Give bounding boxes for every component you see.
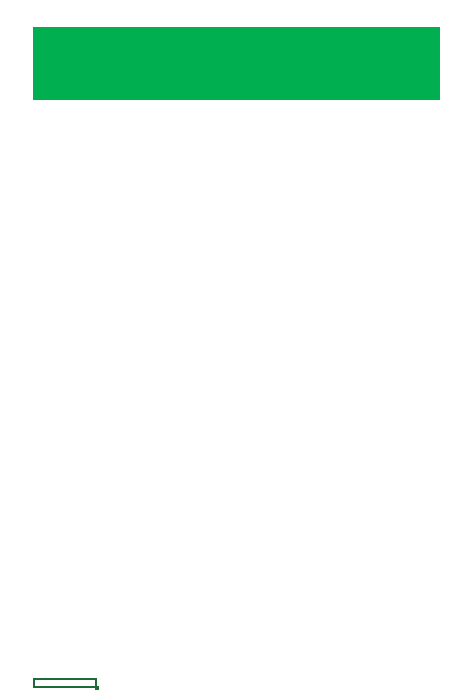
selected-cell[interactable] [33, 678, 97, 688]
menu-header [33, 27, 440, 100]
fill-handle[interactable] [95, 686, 99, 690]
